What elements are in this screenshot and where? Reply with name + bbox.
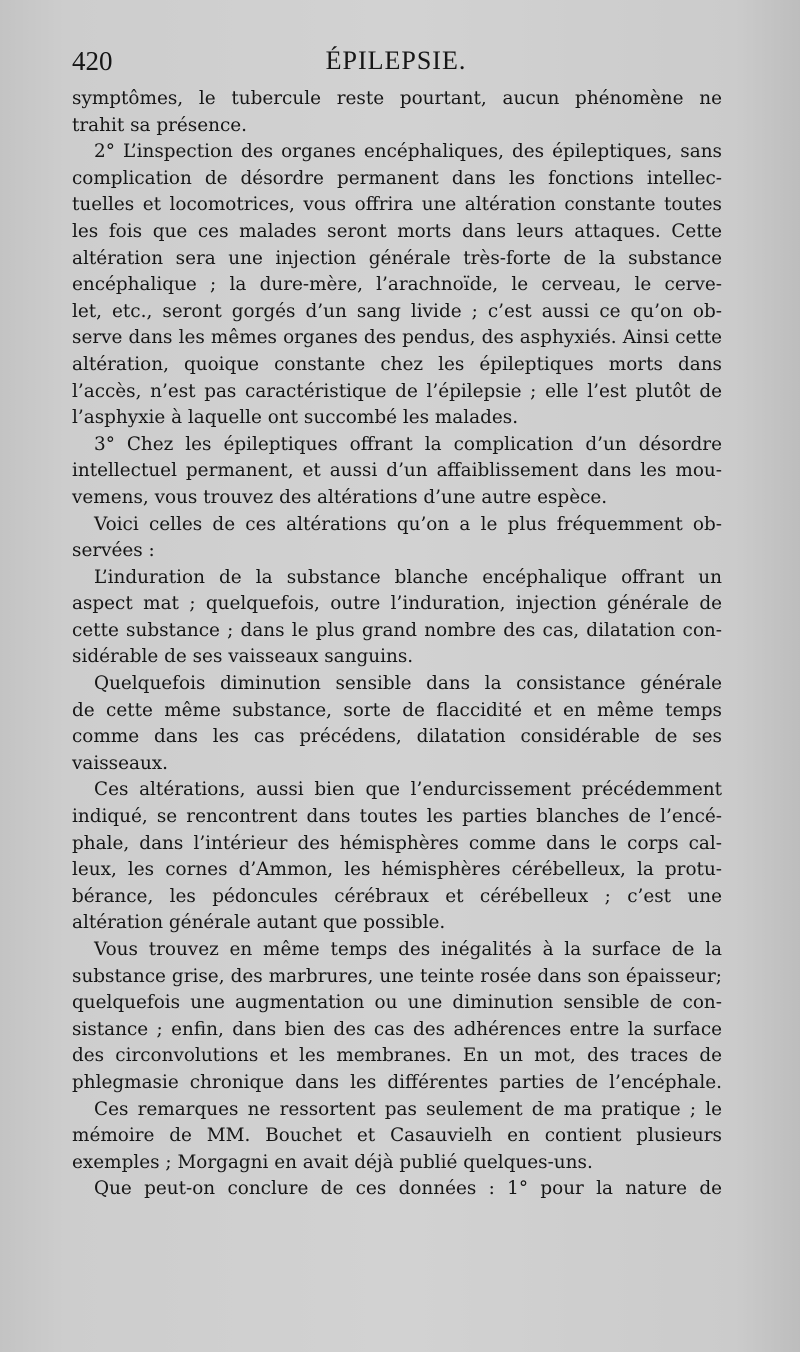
text-line: leux, les cornes d’Ammon, les hémisphères cérébelleux, la protu-: [72, 859, 722, 881]
text-line: sistance ; enfin, dans bien des cas des adhérences entre la surface: [72, 1018, 722, 1040]
text-line: exemples ; Morgagni en avait déjà publié quelques-uns.: [72, 1151, 593, 1173]
text-line: Que peut-on conclure de ces données : 1° pour la nature de: [94, 1178, 722, 1200]
body-text: [72, 86, 722, 1203]
text-line: symptômes, le tubercule reste pourtant, aucun phénomène ne: [72, 88, 722, 109]
text-line: quelquefois une augmentation ou une diminution sensible de con-: [72, 992, 722, 1014]
text-line: altération générale autant que possible.: [72, 912, 446, 934]
text-line: trahit sa présence.: [72, 114, 247, 136]
text-line: l’accès, n’est pas caractéristique de l’épilepsie ; elle l’est plutôt de: [72, 380, 722, 402]
text-line: vaisseaux.: [72, 752, 169, 774]
text-line: Ces remarques ne ressortent pas seulement de ma pratique ; le: [94, 1098, 722, 1120]
text-line: intellectuel permanent, et aussi d’un affaiblissement dans les mou-: [72, 460, 722, 482]
text-line: phlegmasie chronique dans les différentes parties de l’encéphale.: [72, 1071, 722, 1093]
text-line: mémoire de MM. Bouchet et Casauvielh en contient plusieurs: [72, 1125, 722, 1147]
text-line: Quelquefois diminution sensible dans la consistance générale: [94, 673, 722, 695]
text-line: de cette même substance, sorte de flaccidité et en même temps: [72, 699, 722, 721]
text-line: indiqué, se rencontrent dans toutes les parties blanches de l’encé-: [72, 806, 722, 828]
text-line: sidérable de ses vaisseaux sanguins.: [72, 646, 414, 668]
text-line: comme dans les cas précédens, dilatation considérable de ses: [72, 726, 722, 748]
text-line: tuelles et locomotrices, vous offrira une altération constante toutes: [72, 194, 722, 216]
text-line: Vous trouvez en même temps des inégalités à la surface de la: [94, 939, 722, 960]
text-line: vemens, vous trouvez des altérations d’une autre espèce.: [72, 486, 608, 508]
text-line: Ces altérations, aussi bien que l’endurcissement précédemment: [94, 779, 722, 801]
text-line: 3° Chez les épileptiques offrant la complication d’un désordre: [94, 433, 722, 455]
text-line: l’asphyxie à laquelle ont succombé les malades.: [72, 407, 519, 429]
page-header: [72, 46, 720, 80]
running-head: ÉPILEPSIE.: [325, 46, 467, 75]
text-line: aspect mat ; quelquefois, outre l’induration, injection générale de: [72, 593, 722, 615]
text-line: cette substance ; dans le plus grand nombre des cas, dilatation con-: [72, 619, 722, 641]
text-line: complication de désordre permanent dans les fonctions intellec-: [72, 167, 722, 189]
text-line: let, etc., seront gorgés d’un sang livide ; c’est aussi ce qu’on ob-: [72, 300, 722, 322]
text-line: phale, dans l’intérieur des hémisphères comme dans le corps cal-: [72, 832, 722, 854]
text-line: substance grise, des marbrures, une teinte rosée dans son épaisseur;: [72, 965, 722, 987]
text-line: altération sera une injection générale très-forte de la substance: [72, 247, 722, 269]
text-line: les fois que ces malades seront morts dans leurs attaques. Cette: [72, 220, 722, 242]
text-line: Voici celles de ces altérations qu’on a le plus fréquemment ob-: [94, 513, 722, 535]
text-line: L’induration de la substance blanche encéphalique offrant un: [94, 566, 722, 588]
text-line: 2° L’inspection des organes encéphaliques, des épileptiques, sans: [94, 141, 722, 163]
page-number: 420: [72, 46, 113, 76]
text-line: encéphalique ; la dure-mère, l’arachnoïde, le cerveau, le cerve-: [72, 274, 722, 296]
text-line: servées :: [72, 540, 155, 562]
text-line: altération, quoique constante chez les épileptiques morts dans: [72, 353, 722, 375]
text-line: bérance, les pédoncules cérébraux et cérébelleux ; c’est une: [72, 885, 722, 907]
text-line: serve dans les mêmes organes des pendus, des asphyxiés. Ainsi cette: [72, 327, 722, 349]
text-line: des circonvolutions et les membranes. En un mot, des traces de: [72, 1045, 722, 1067]
